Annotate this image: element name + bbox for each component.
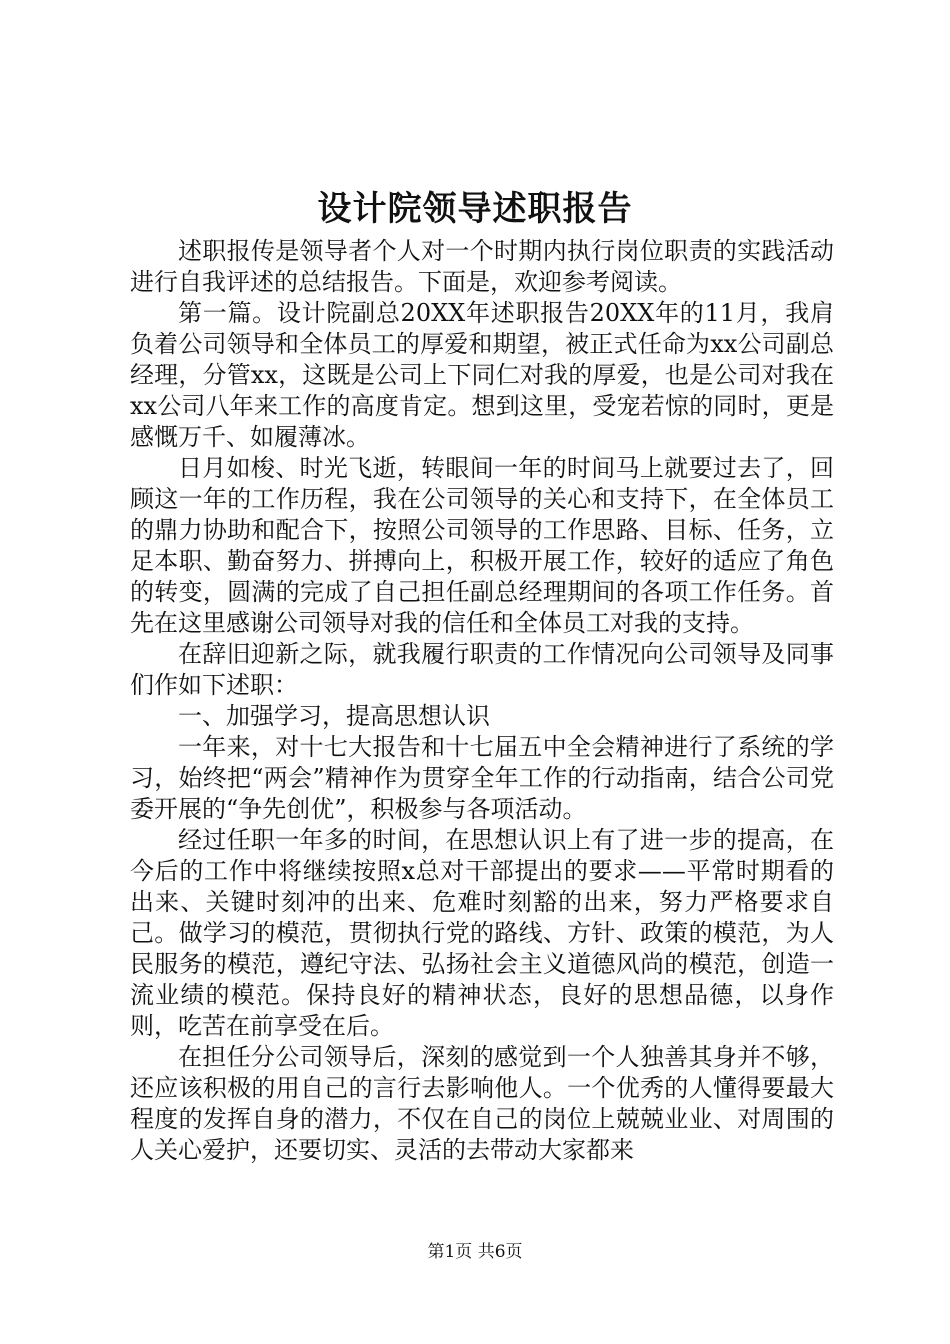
paragraph-intro: 述职报传是领导者个人对一个时期内执行岗位职责的实践活动进行自我评述的总结报告。下面是，欢迎参考阅读。: [130, 237, 834, 296]
paragraph-thinking: 经过任职一年多的时间，在思想认识上有了进一步的提高，在今后的工作中将继续按照x总对干部提出的要求——平常时期看的出来、关键时刻冲的出来、危难时刻豁的出来，努力严格要求自己。做学习的模范，贯彻执行党的路线、方针、政策的模范，为人民服务的模范，遵纪守法、弘扬社会主义道德风尚的模范，创造一流业绩的模范。保持良好的精神状态，良好的思想品德，以身作则，吃苦在前享受在后。: [130, 826, 834, 1040]
document-title: 设计院领导述职报告: [317, 189, 633, 229]
paragraph-leadership: 在担任分公司领导后，深刻的感觉到一个人独善其身并不够，还应该积极的用自己的言行去影响他人。一个优秀的人懂得要最大程度的发挥自身的潜力，不仅在自己的岗位上兢兢业业、对周围的人关心爱护，还要切实、灵活的去带动大家都来: [130, 1043, 834, 1164]
paragraph-part-one: 第一篇。设计院副总20XX年述职报告20XX年的11月，我肩负着公司领导和全体员工的厚爱和期望，被正式任命为xx公司副总经理，分管xx，这既是公司上下同仁对我的厚爱，也是公司对我在xx公司八年来工作的高度肯定。想到这里，受宠若惊的同时，更是感慨万千、如履薄冰。: [130, 299, 834, 451]
document-body: [130, 236, 834, 1166]
paragraph-study: 一年来，对十七大报告和十七届五中全会精神进行了系统的学习，始终把“两会”精神作为贯穿全年工作的行动指南，结合公司党委开展的“争先创优”，积极参与各项活动。: [130, 733, 834, 823]
paragraph-preface: 在辞旧迎新之际，就我履行职责的工作情况向公司领导及同事们作如下述职：: [130, 640, 834, 699]
paragraph-review: 日月如梭、时光飞逝，转眼间一年的时间马上就要过去了，回顾这一年的工作历程，我在公司领导的关心和支持下，在全体员工的鼎力协助和配合下，按照公司领导的工作思路、目标、任务，立足本职、勤奋努力、拼搏向上，积极开展工作，较好的适应了角色的转变，圆满的完成了自己担任副总经理期间的各项工作任务。首先在这里感谢公司领导对我的信任和全体员工对我的支持。: [130, 454, 834, 637]
page-footer: 第1页 共6页: [427, 1242, 523, 1262]
section-heading: 一、加强学习，提高思想认识: [178, 702, 490, 730]
